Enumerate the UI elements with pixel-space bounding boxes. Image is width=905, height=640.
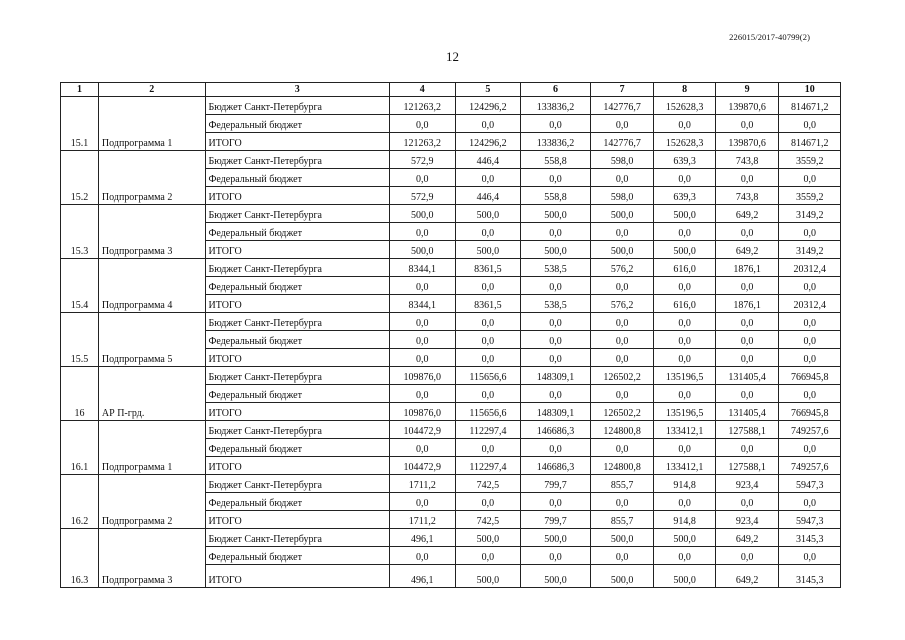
- column-header: 7: [590, 83, 654, 97]
- amount-cell: 8344,1: [390, 295, 456, 313]
- program-name: Подпрограмма 3: [98, 529, 205, 588]
- amount-cell: 131405,4: [715, 367, 779, 385]
- amount-cell: 133412,1: [654, 457, 715, 475]
- amount-cell: 814671,2: [779, 97, 841, 115]
- amount-cell: 0,0: [521, 223, 591, 241]
- amount-cell: 500,0: [455, 205, 521, 223]
- funding-source: ИТОГО: [205, 349, 389, 367]
- amount-cell: 0,0: [654, 223, 715, 241]
- program-name: Подпрограмма 1: [98, 421, 205, 475]
- program-name: Подпрограмма 1: [98, 97, 205, 151]
- amount-cell: 142776,7: [590, 133, 654, 151]
- amount-cell: 923,4: [715, 511, 779, 529]
- amount-cell: 649,2: [715, 565, 779, 588]
- amount-cell: 0,0: [779, 223, 841, 241]
- amount-cell: 133836,2: [521, 97, 591, 115]
- amount-cell: 923,4: [715, 475, 779, 493]
- amount-cell: 135196,5: [654, 367, 715, 385]
- amount-cell: 142776,7: [590, 97, 654, 115]
- table-row: [61, 421, 841, 439]
- amount-cell: 1711,2: [390, 475, 456, 493]
- row-number: 16: [61, 367, 99, 421]
- amount-cell: 0,0: [715, 115, 779, 133]
- amount-cell: 500,0: [590, 565, 654, 588]
- amount-cell: 109876,0: [390, 403, 456, 421]
- amount-cell: 0,0: [521, 547, 591, 565]
- amount-cell: 598,0: [590, 151, 654, 169]
- amount-cell: 0,0: [455, 349, 521, 367]
- amount-cell: 558,8: [521, 187, 591, 205]
- amount-cell: 0,0: [521, 169, 591, 187]
- amount-cell: 500,0: [590, 241, 654, 259]
- amount-cell: 500,0: [590, 205, 654, 223]
- amount-cell: 0,0: [590, 349, 654, 367]
- column-header: 1: [61, 83, 99, 97]
- amount-cell: 20312,4: [779, 295, 841, 313]
- page-number: 12: [446, 49, 459, 64]
- amount-cell: 500,0: [654, 205, 715, 223]
- amount-cell: 0,0: [654, 547, 715, 565]
- funding-source: ИТОГО: [205, 457, 389, 475]
- amount-cell: 124800,8: [590, 421, 654, 439]
- amount-cell: 0,0: [779, 547, 841, 565]
- funding-source: Федеральный бюджет: [205, 169, 389, 187]
- amount-cell: 742,5: [455, 511, 521, 529]
- amount-cell: 0,0: [590, 547, 654, 565]
- amount-cell: 0,0: [590, 385, 654, 403]
- column-header: 8: [654, 83, 715, 97]
- amount-cell: 112297,4: [455, 421, 521, 439]
- amount-cell: 914,8: [654, 475, 715, 493]
- funding-source: ИТОГО: [205, 241, 389, 259]
- amount-cell: 0,0: [455, 313, 521, 331]
- amount-cell: 0,0: [521, 439, 591, 457]
- amount-cell: 0,0: [779, 331, 841, 349]
- amount-cell: 0,0: [390, 331, 456, 349]
- row-number: 15.1: [61, 97, 99, 151]
- amount-cell: 139870,6: [715, 97, 779, 115]
- amount-cell: 0,0: [654, 493, 715, 511]
- amount-cell: 538,5: [521, 259, 591, 277]
- amount-cell: 0,0: [590, 169, 654, 187]
- amount-cell: 8361,5: [455, 295, 521, 313]
- column-header: 6: [521, 83, 591, 97]
- program-name: Подпрограмма 2: [98, 151, 205, 205]
- amount-cell: 598,0: [590, 187, 654, 205]
- amount-cell: 0,0: [779, 169, 841, 187]
- amount-cell: 0,0: [654, 331, 715, 349]
- amount-cell: 0,0: [590, 223, 654, 241]
- table-row: [61, 97, 841, 115]
- amount-cell: 3149,2: [779, 241, 841, 259]
- amount-cell: 0,0: [654, 313, 715, 331]
- amount-cell: 500,0: [521, 565, 591, 588]
- amount-cell: 814671,2: [779, 133, 841, 151]
- amount-cell: 3145,3: [779, 529, 841, 547]
- amount-cell: 0,0: [779, 385, 841, 403]
- amount-cell: 0,0: [521, 313, 591, 331]
- amount-cell: 639,3: [654, 187, 715, 205]
- amount-cell: 146686,3: [521, 457, 591, 475]
- row-number: 15.2: [61, 151, 99, 205]
- amount-cell: 20312,4: [779, 259, 841, 277]
- funding-source: ИТОГО: [205, 403, 389, 421]
- row-number: 15.4: [61, 259, 99, 313]
- amount-cell: 1876,1: [715, 295, 779, 313]
- column-header: 5: [455, 83, 521, 97]
- amount-cell: 742,5: [455, 475, 521, 493]
- amount-cell: 0,0: [715, 439, 779, 457]
- amount-cell: 0,0: [654, 349, 715, 367]
- amount-cell: 0,0: [455, 439, 521, 457]
- program-name: АР П-грд.: [98, 367, 205, 421]
- funding-source: Бюджет Санкт-Петербурга: [205, 475, 389, 493]
- amount-cell: 799,7: [521, 475, 591, 493]
- funding-source: Федеральный бюджет: [205, 331, 389, 349]
- funding-source: Федеральный бюджет: [205, 223, 389, 241]
- amount-cell: 0,0: [390, 349, 456, 367]
- amount-cell: 572,9: [390, 187, 456, 205]
- amount-cell: 3145,3: [779, 565, 841, 588]
- amount-cell: 131405,4: [715, 403, 779, 421]
- amount-cell: 0,0: [590, 277, 654, 295]
- amount-cell: 148309,1: [521, 403, 591, 421]
- amount-cell: 616,0: [654, 259, 715, 277]
- amount-cell: 0,0: [715, 331, 779, 349]
- amount-cell: 749257,6: [779, 421, 841, 439]
- amount-cell: 0,0: [390, 313, 456, 331]
- amount-cell: 0,0: [715, 277, 779, 295]
- amount-cell: 115656,6: [455, 367, 521, 385]
- amount-cell: 500,0: [521, 529, 591, 547]
- amount-cell: 0,0: [390, 439, 456, 457]
- table-row: [61, 367, 841, 385]
- amount-cell: 446,4: [455, 187, 521, 205]
- amount-cell: 500,0: [521, 241, 591, 259]
- amount-cell: 639,3: [654, 151, 715, 169]
- amount-cell: 0,0: [654, 115, 715, 133]
- amount-cell: 0,0: [654, 439, 715, 457]
- amount-cell: 0,0: [455, 493, 521, 511]
- amount-cell: 0,0: [715, 349, 779, 367]
- funding-source: Бюджет Санкт-Петербурга: [205, 97, 389, 115]
- amount-cell: 0,0: [590, 493, 654, 511]
- amount-cell: 109876,0: [390, 367, 456, 385]
- amount-cell: 0,0: [455, 169, 521, 187]
- amount-cell: 855,7: [590, 511, 654, 529]
- amount-cell: 0,0: [521, 331, 591, 349]
- amount-cell: 558,8: [521, 151, 591, 169]
- amount-cell: 743,8: [715, 151, 779, 169]
- table-row: [61, 205, 841, 223]
- amount-cell: 0,0: [779, 349, 841, 367]
- table-body: [61, 97, 841, 588]
- amount-cell: 0,0: [715, 313, 779, 331]
- amount-cell: 115656,6: [455, 403, 521, 421]
- funding-source: Бюджет Санкт-Петербурга: [205, 151, 389, 169]
- amount-cell: 496,1: [390, 529, 456, 547]
- amount-cell: 0,0: [390, 223, 456, 241]
- table-row: [61, 529, 841, 547]
- amount-cell: 500,0: [390, 241, 456, 259]
- amount-cell: 0,0: [590, 115, 654, 133]
- amount-cell: 0,0: [590, 313, 654, 331]
- amount-cell: 0,0: [654, 169, 715, 187]
- amount-cell: 0,0: [779, 115, 841, 133]
- row-number: 15.3: [61, 205, 99, 259]
- funding-source: Федеральный бюджет: [205, 439, 389, 457]
- funding-source: Федеральный бюджет: [205, 547, 389, 565]
- amount-cell: 0,0: [715, 493, 779, 511]
- amount-cell: 133412,1: [654, 421, 715, 439]
- column-header: 9: [715, 83, 779, 97]
- row-number: 16.2: [61, 475, 99, 529]
- amount-cell: 766945,8: [779, 403, 841, 421]
- amount-cell: 1711,2: [390, 511, 456, 529]
- row-number: 15.5: [61, 313, 99, 367]
- funding-source: Федеральный бюджет: [205, 385, 389, 403]
- amount-cell: 500,0: [590, 529, 654, 547]
- amount-cell: 0,0: [654, 385, 715, 403]
- amount-cell: 496,1: [390, 565, 456, 588]
- table-row: [61, 313, 841, 331]
- amount-cell: 0,0: [455, 331, 521, 349]
- funding-source: Бюджет Санкт-Петербурга: [205, 529, 389, 547]
- amount-cell: 104472,9: [390, 421, 456, 439]
- funding-source: Федеральный бюджет: [205, 115, 389, 133]
- amount-cell: 5947,3: [779, 511, 841, 529]
- amount-cell: 3559,2: [779, 151, 841, 169]
- amount-cell: 133836,2: [521, 133, 591, 151]
- amount-cell: 538,5: [521, 295, 591, 313]
- amount-cell: 146686,3: [521, 421, 591, 439]
- amount-cell: 500,0: [654, 529, 715, 547]
- funding-source: ИТОГО: [205, 187, 389, 205]
- amount-cell: 121263,2: [390, 133, 456, 151]
- column-header: 10: [779, 83, 841, 97]
- table-row: [61, 151, 841, 169]
- amount-cell: 1876,1: [715, 259, 779, 277]
- amount-cell: 500,0: [455, 529, 521, 547]
- amount-cell: 121263,2: [390, 97, 456, 115]
- amount-cell: 0,0: [779, 313, 841, 331]
- amount-cell: 500,0: [654, 241, 715, 259]
- amount-cell: 0,0: [521, 385, 591, 403]
- amount-cell: 152628,3: [654, 97, 715, 115]
- program-name: Подпрограмма 2: [98, 475, 205, 529]
- funding-source: ИТОГО: [205, 565, 389, 588]
- amount-cell: 576,2: [590, 259, 654, 277]
- funding-source: Федеральный бюджет: [205, 277, 389, 295]
- table-row: [61, 475, 841, 493]
- funding-source: Бюджет Санкт-Петербурга: [205, 259, 389, 277]
- amount-cell: 616,0: [654, 295, 715, 313]
- amount-cell: 799,7: [521, 511, 591, 529]
- amount-cell: 0,0: [590, 331, 654, 349]
- amount-cell: 124800,8: [590, 457, 654, 475]
- amount-cell: 649,2: [715, 241, 779, 259]
- amount-cell: 649,2: [715, 205, 779, 223]
- program-name: Подпрограмма 5: [98, 313, 205, 367]
- program-name: Подпрограмма 4: [98, 259, 205, 313]
- amount-cell: 500,0: [390, 205, 456, 223]
- table-row: [61, 259, 841, 277]
- amount-cell: 743,8: [715, 187, 779, 205]
- amount-cell: 148309,1: [521, 367, 591, 385]
- amount-cell: 0,0: [390, 169, 456, 187]
- amount-cell: 152628,3: [654, 133, 715, 151]
- column-header: 2: [98, 83, 205, 97]
- amount-cell: 135196,5: [654, 403, 715, 421]
- amount-cell: 766945,8: [779, 367, 841, 385]
- amount-cell: 0,0: [390, 493, 456, 511]
- row-number: 16.3: [61, 529, 99, 588]
- amount-cell: 8344,1: [390, 259, 456, 277]
- amount-cell: 5947,3: [779, 475, 841, 493]
- amount-cell: 124296,2: [455, 97, 521, 115]
- amount-cell: 749257,6: [779, 457, 841, 475]
- amount-cell: 500,0: [521, 205, 591, 223]
- amount-cell: 126502,2: [590, 403, 654, 421]
- column-header: 4: [390, 83, 456, 97]
- amount-cell: 576,2: [590, 295, 654, 313]
- budget-table: [60, 82, 841, 588]
- amount-cell: 855,7: [590, 475, 654, 493]
- table-header-row: [61, 83, 841, 97]
- amount-cell: 126502,2: [590, 367, 654, 385]
- amount-cell: 0,0: [455, 385, 521, 403]
- amount-cell: 104472,9: [390, 457, 456, 475]
- amount-cell: 0,0: [390, 115, 456, 133]
- amount-cell: 127588,1: [715, 421, 779, 439]
- amount-cell: 3149,2: [779, 205, 841, 223]
- amount-cell: 0,0: [779, 277, 841, 295]
- funding-source: Федеральный бюджет: [205, 493, 389, 511]
- amount-cell: 0,0: [715, 169, 779, 187]
- row-number: 16.1: [61, 421, 99, 475]
- amount-cell: 0,0: [521, 493, 591, 511]
- amount-cell: 127588,1: [715, 457, 779, 475]
- amount-cell: 0,0: [390, 547, 456, 565]
- amount-cell: 500,0: [455, 565, 521, 588]
- amount-cell: 500,0: [455, 241, 521, 259]
- amount-cell: 500,0: [654, 565, 715, 588]
- funding-source: Бюджет Санкт-Петербурга: [205, 421, 389, 439]
- amount-cell: 0,0: [779, 493, 841, 511]
- amount-cell: 0,0: [654, 277, 715, 295]
- amount-cell: 572,9: [390, 151, 456, 169]
- amount-cell: 124296,2: [455, 133, 521, 151]
- amount-cell: 446,4: [455, 151, 521, 169]
- funding-source: ИТОГО: [205, 133, 389, 151]
- amount-cell: 0,0: [455, 223, 521, 241]
- amount-cell: 0,0: [455, 547, 521, 565]
- amount-cell: 0,0: [715, 547, 779, 565]
- amount-cell: 3559,2: [779, 187, 841, 205]
- amount-cell: 0,0: [521, 277, 591, 295]
- amount-cell: 0,0: [390, 385, 456, 403]
- amount-cell: 8361,5: [455, 259, 521, 277]
- funding-source: ИТОГО: [205, 295, 389, 313]
- amount-cell: 0,0: [455, 277, 521, 295]
- funding-source: Бюджет Санкт-Петербурга: [205, 205, 389, 223]
- amount-cell: 0,0: [390, 277, 456, 295]
- amount-cell: 914,8: [654, 511, 715, 529]
- amount-cell: 0,0: [590, 439, 654, 457]
- amount-cell: 649,2: [715, 529, 779, 547]
- column-header: 3: [205, 83, 389, 97]
- funding-source: Бюджет Санкт-Петербурга: [205, 313, 389, 331]
- amount-cell: 0,0: [715, 385, 779, 403]
- amount-cell: 0,0: [521, 349, 591, 367]
- amount-cell: 0,0: [521, 115, 591, 133]
- funding-source: ИТОГО: [205, 511, 389, 529]
- amount-cell: 112297,4: [455, 457, 521, 475]
- amount-cell: 0,0: [779, 439, 841, 457]
- amount-cell: 0,0: [715, 223, 779, 241]
- amount-cell: 139870,6: [715, 133, 779, 151]
- amount-cell: 0,0: [455, 115, 521, 133]
- program-name: Подпрограмма 3: [98, 205, 205, 259]
- funding-source: Бюджет Санкт-Петербурга: [205, 367, 389, 385]
- document-reference: 226015/2017-40799(2): [729, 32, 810, 42]
